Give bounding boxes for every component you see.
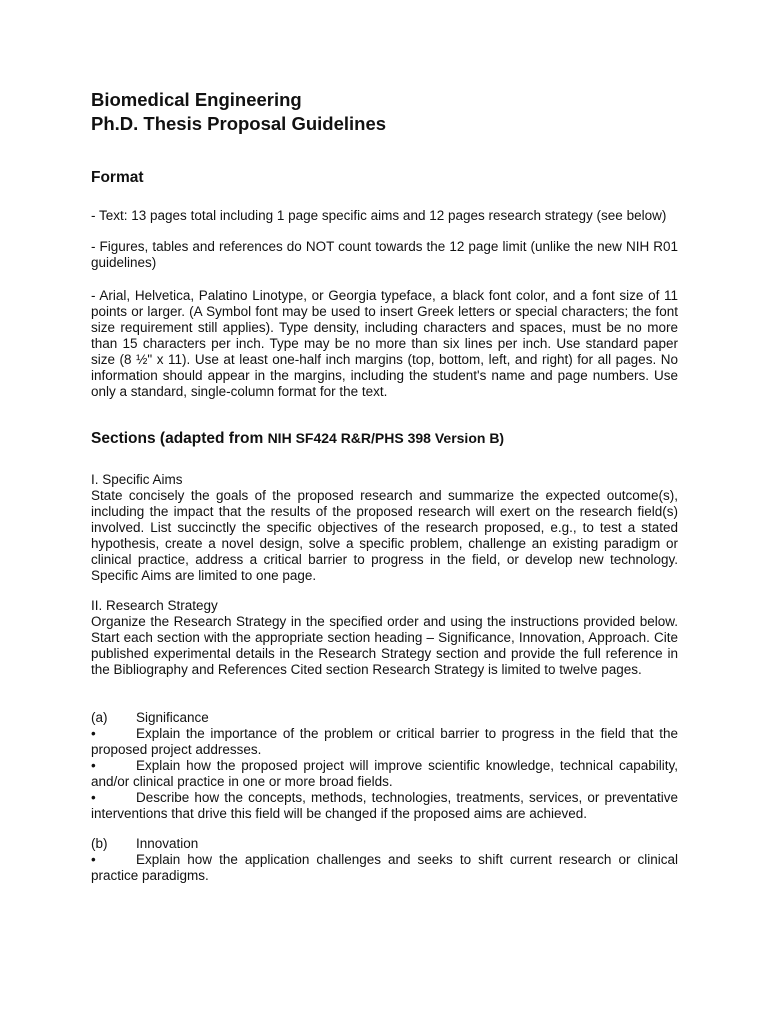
innovation-heading [91,836,678,852]
title-line-2: Ph.D. Thesis Proposal Guidelines [91,113,387,134]
bullet-icon: • [91,852,96,867]
specific-aims-body: State concisely the goals of the proposed research and summarize the expected outcome(s), including the impact that the results of the proposed research will exert on the research field(s) involved. List succinctly the specific objectives of the research proposed, e.g., to test a stated hypothesis, create a novel design, solve a specific problem, challenge an existing paradigm or clinical practice, address a critical barrier to progress in the field, or develop new technology. Specific Aims are limited to one page. [91,488,678,583]
list-item [91,758,678,790]
format-paragraph-text: - Text: 13 pages total including 1 page specific aims and 12 pages research strategy (see below) [91,208,667,223]
research-strategy-heading: II. Research Strategy [91,598,218,613]
significance-label: Significance [136,710,209,725]
title-line-1: Biomedical Engineering [91,89,302,110]
format-heading: Format [91,169,144,186]
significance-marker: (a) [91,710,108,725]
document-title [91,88,678,136]
list-item [91,852,678,884]
significance-section [91,710,678,822]
document-body [91,88,678,883]
sections-heading-text: Sections (adapted from [91,430,268,447]
innovation-bullet-1: Explain how the application challenges and seeks to shift current research or clinical practice paradigms. [91,852,678,883]
innovation-marker: (b) [91,836,108,851]
bullet-icon: • [91,790,96,805]
list-item [91,790,678,822]
significance-bullet-3: Describe how the concepts, methods, technologies, treatments, services, or preventative interventions that drive this field will be changed if the proposed aims are achieved. [91,790,678,821]
sections-heading [91,430,504,448]
research-strategy-section [91,598,678,678]
format-paragraph-typeface: - Arial, Helvetica, Palatino Linotype, or Georgia typeface, a black font color, and a font size of 11 points or larger. (A Symbol font may be used to insert Greek letters or special characters; the font size requirement still applies). Type density, including characters and spaces, must be no more than 15 characters per inch. Type may be no more than six lines per inch. Use standard paper size (8 ½" x 11). Use at least one-half inch margins (top, bottom, left, and right) for all pages. No information should appear in the margins, including the student's name and page numbers. Use only a standard, single-column format for the text. [91,288,678,399]
innovation-label: Innovation [136,836,199,851]
significance-bullet-1: Explain the importance of the problem or critical barrier to progress in the field that the proposed project addresses. [91,726,678,757]
specific-aims-heading: I. Specific Aims [91,472,183,487]
specific-aims-section [91,472,678,584]
sections-heading-reference: NIH SF424 R&R/PHS 398 Version B) [267,430,505,446]
bullet-icon: • [91,758,96,773]
innovation-section [91,836,678,884]
research-strategy-body: Organize the Research Strategy in the specified order and using the instructions provided below. Start each section with the appropriate section heading – Significance, Innovation, Approach. Cite published experimental details in the Research Strategy section and provide the full reference in the Bibliography and References Cited section Research Strategy is limited to twelve pages. [91,614,678,677]
format-paragraph-figures: - Figures, tables and references do NOT count towards the 12 page limit (unlike the new NIH R01 guidelines) [91,239,678,270]
significance-bullet-2: Explain how the proposed project will improve scientific knowledge, technical capability, and/or clinical practice in one or more broad fields. [91,758,678,789]
bullet-icon: • [91,726,96,741]
list-item [91,726,678,758]
significance-heading [91,710,678,726]
